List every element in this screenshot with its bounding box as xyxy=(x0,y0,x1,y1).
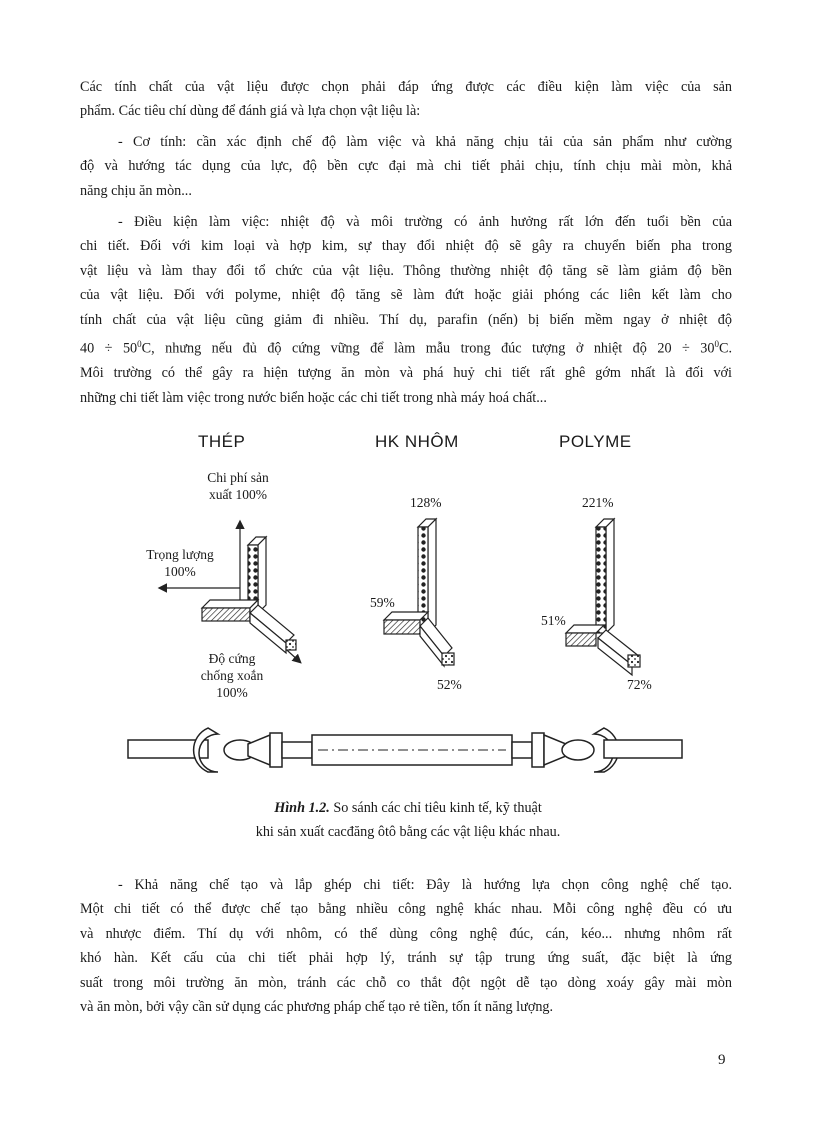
text-line: Các tính chất của vật liệu được chọn phải đáp ứng được các điều kiện làm việc của sản xyxy=(80,79,732,95)
steel-stiffness-label: Độ cứng chống xoắn 100% xyxy=(200,651,264,700)
text-line: độ và hướng tác dụng của lực, độ bền cực đại mà chi tiết phải chịu, tính chịu mài mòn, khả xyxy=(80,158,732,175)
aluminum-bar-group xyxy=(384,519,454,666)
text-line: của vật liệu. Đối với polyme, nhiệt độ tăng sẽ làm đứt hoặc giải phóng các liên kết làm cho xyxy=(80,287,732,304)
figure-caption xyxy=(0,796,816,844)
manufacturability-paragraph xyxy=(80,873,732,1019)
figure-title-aluminum: HK NHÔM xyxy=(375,432,459,451)
steel-bar-group xyxy=(160,522,300,662)
polymer-cost-bar xyxy=(596,519,614,633)
text-line: vật liệu và làm thay đổi tổ chức của vật liệu. Thông thường nhiệt độ tăng sẽ làm giảm độ bền xyxy=(80,262,732,279)
text-line: và ăn mòn, bởi vậy cần sử dụng các phương pháp chế tạo rẻ tiền, tốn ít năng lượng. xyxy=(80,999,554,1016)
polymer-bar-group xyxy=(566,519,640,675)
text-line: - Cơ tính: cần xác định chế độ làm việc và khả năng chịu tải của sản phẩm như cường xyxy=(118,134,732,150)
text-line: - Điều kiện làm việc: nhiệt độ và môi trường có ảnh hưởng rất lớn đến tuổi bền của xyxy=(118,214,732,230)
steel-cost-label: Chi phí sản xuất 100% xyxy=(207,470,269,502)
caption-line-1: So sánh các chỉ tiêu kinh tế, kỹ thuật xyxy=(329,800,542,816)
aluminum-stiffness-bar xyxy=(420,618,454,666)
page-number: 9 xyxy=(718,1052,726,1068)
aluminum-cost-value: 128% xyxy=(410,495,442,510)
text-line: Môi trường có thể gây ra hiện tượng ăn mòn và phá huỷ chi tiết rất ghê gớm nhất là đối với xyxy=(80,365,732,382)
caption-line-2: khi sản xuất cacđăng ôtô bằng các vật liệu khác nhau. xyxy=(255,824,561,840)
text-line: năng chịu ăn mòn... xyxy=(80,182,192,199)
polymer-cost-value: 221% xyxy=(582,495,614,510)
caption-label: Hình 1.2. xyxy=(274,800,330,816)
steel-weight-label: Trọng lượng 100% xyxy=(146,547,214,579)
polymer-stiffness-bar xyxy=(598,630,640,675)
text-line: khó hàn. Kết cấu của chi tiết phải hợp lý, tránh sự tập trung ứng suất, đặc biệt là ứng xyxy=(80,950,732,967)
text-line: suất trong môi trường ăn mòn, tránh các chỗ co thắt đột ngột dễ tạo dòng xoáy gây mài mòn xyxy=(80,974,732,991)
text-line: phẩm. Các tiêu chí dùng để đánh giá và lựa chọn vật liệu là: xyxy=(80,103,421,120)
text-line: chi tiết. Đối với kim loại và hợp kim, sự thay đổi nhiệt độ sẽ gây ra chuyển biến pha trong xyxy=(80,238,732,255)
text-line: tính chất của vật liệu cũng giảm đi nhiều. Thí dụ, parafin (nến) bị biến mềm ngay ở nhiệt độ xyxy=(80,311,732,328)
aluminum-stiffness-value: 52% xyxy=(437,677,462,692)
steel-stiffness-bar xyxy=(250,605,296,653)
text-line: những chi tiết làm việc trong nước biển hoặc các chi tiết trong nhà máy hoá chất... xyxy=(80,389,547,406)
figure-title-polymer: POLYME xyxy=(559,432,632,451)
text-line: Một chi tiết có thể được chế tạo bằng nhiều công nghệ khác nhau. Mỗi công nghệ đều có ưu xyxy=(80,901,732,918)
polymer-weight-value: 51% xyxy=(541,613,566,628)
text-line: và nhược điểm. Thí dụ với nhôm, có thể dùng công nghệ đúc, cán, kéo... nhưng nhôm rất xyxy=(80,925,732,942)
polymer-stiffness-value: 72% xyxy=(627,677,652,692)
figure-title-steel: THÉP xyxy=(198,432,246,451)
aluminum-weight-value: 59% xyxy=(370,595,395,610)
temperature-line: $40 \div 50^0C$, nhưng nếu đủ độ cứng vững để làm mẫu trong đúc tượng ở nhiệt độ $20 \div 30^0C$. xyxy=(80,339,732,357)
text-line: - Khả năng chế tạo và lắp ghép chi tiết: Đây là hướng lựa chọn công nghệ chế tạo. xyxy=(118,877,732,893)
cardan-shaft-drawing xyxy=(128,728,682,772)
